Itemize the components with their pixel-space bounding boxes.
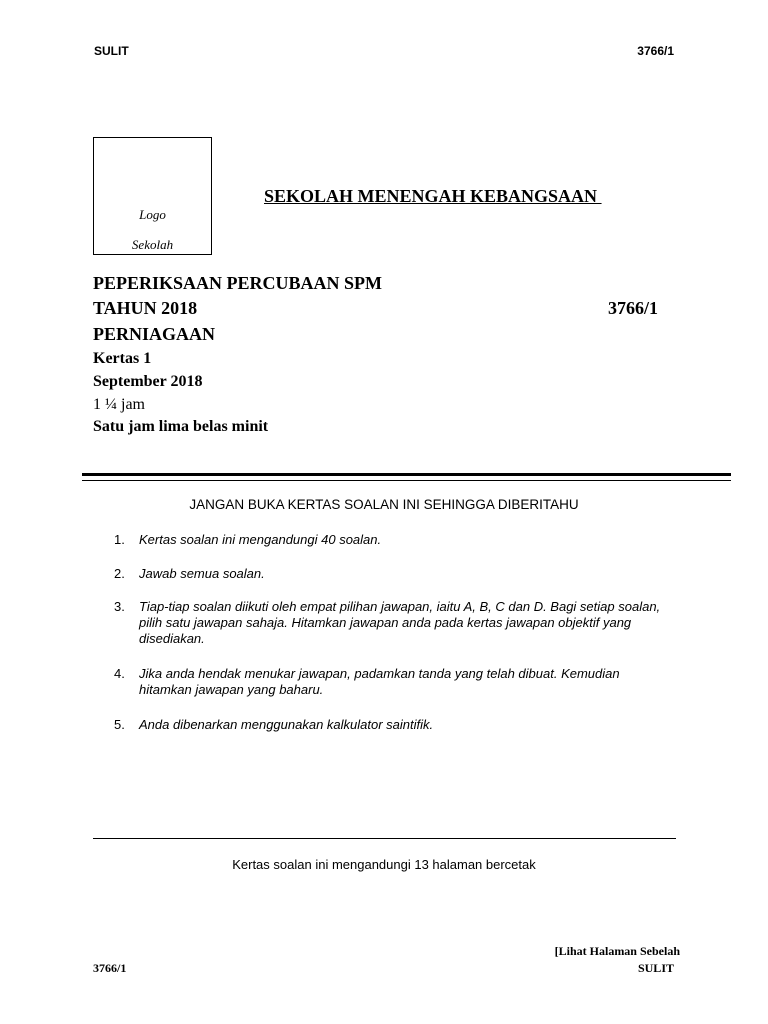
exam-title: PEPERIKSAAN PERCUBAAN SPM: [93, 273, 383, 293]
exam-duration-words: Satu jam lima belas minit: [93, 418, 269, 435]
instruction-text: Jawab semua soalan.: [139, 566, 265, 581]
exam-year: TAHUN 2018: [93, 298, 198, 318]
warning-text: JANGAN BUKA KERTAS SOALAN INI SEHINGGA DIBERITAHU: [189, 497, 579, 512]
subject-title: PERNIAGAAN: [93, 324, 216, 344]
paper-code-top: 3766/1: [637, 44, 674, 58]
instruction-number: 5.: [114, 717, 125, 732]
next-page-note: [Lihat Halaman Sebelah: [554, 944, 680, 958]
divider-bottom: [93, 838, 676, 839]
exam-month: September 2018: [93, 373, 203, 390]
divider-thin: [82, 480, 731, 481]
instruction-number: 1.: [114, 532, 125, 547]
instruction-number: 4.: [114, 666, 125, 681]
school-logo-placeholder: [93, 137, 212, 255]
page-count-note: Kertas soalan ini mengandungi 13 halaman bercetak: [232, 857, 536, 872]
paper-code: 3766/1: [607, 298, 658, 318]
instruction-text: Jika anda hendak menukar jawapan, padamkan tanda yang telah dibuat. Kemudian hitamkan jawapan yang baharu.: [139, 666, 620, 697]
paper-code-bottom: 3766/1: [93, 961, 127, 975]
exam-duration: 1 ¼ jam: [93, 396, 145, 413]
paper-number: Kertas 1: [93, 350, 152, 367]
school-name: SEKOLAH MENENGAH KEBANGSAAN: [264, 186, 602, 206]
logo-label: Logo: [139, 207, 166, 222]
instruction-text: Anda dibenarkan menggunakan kalkulator saintifik.: [139, 717, 434, 732]
classification-bottom: SULIT: [637, 961, 674, 975]
logo-label-school: Sekolah: [131, 237, 174, 252]
classification-top: SULIT: [94, 44, 129, 58]
instruction-number: 2.: [114, 566, 125, 581]
instruction-text: Kertas soalan ini mengandungi 40 soalan.: [139, 532, 382, 547]
instruction-number: 3.: [114, 599, 125, 614]
instruction-text: Tiap-tiap soalan diikuti oleh empat pilihan jawapan, iaitu A, B, C dan D. Bagi setiap soalan, pilih satu jawapan sahaja. Hitamkan jawapan anda pada kertas jawapan objektif yang disediakan.: [139, 599, 661, 646]
divider-thick: [82, 473, 731, 476]
